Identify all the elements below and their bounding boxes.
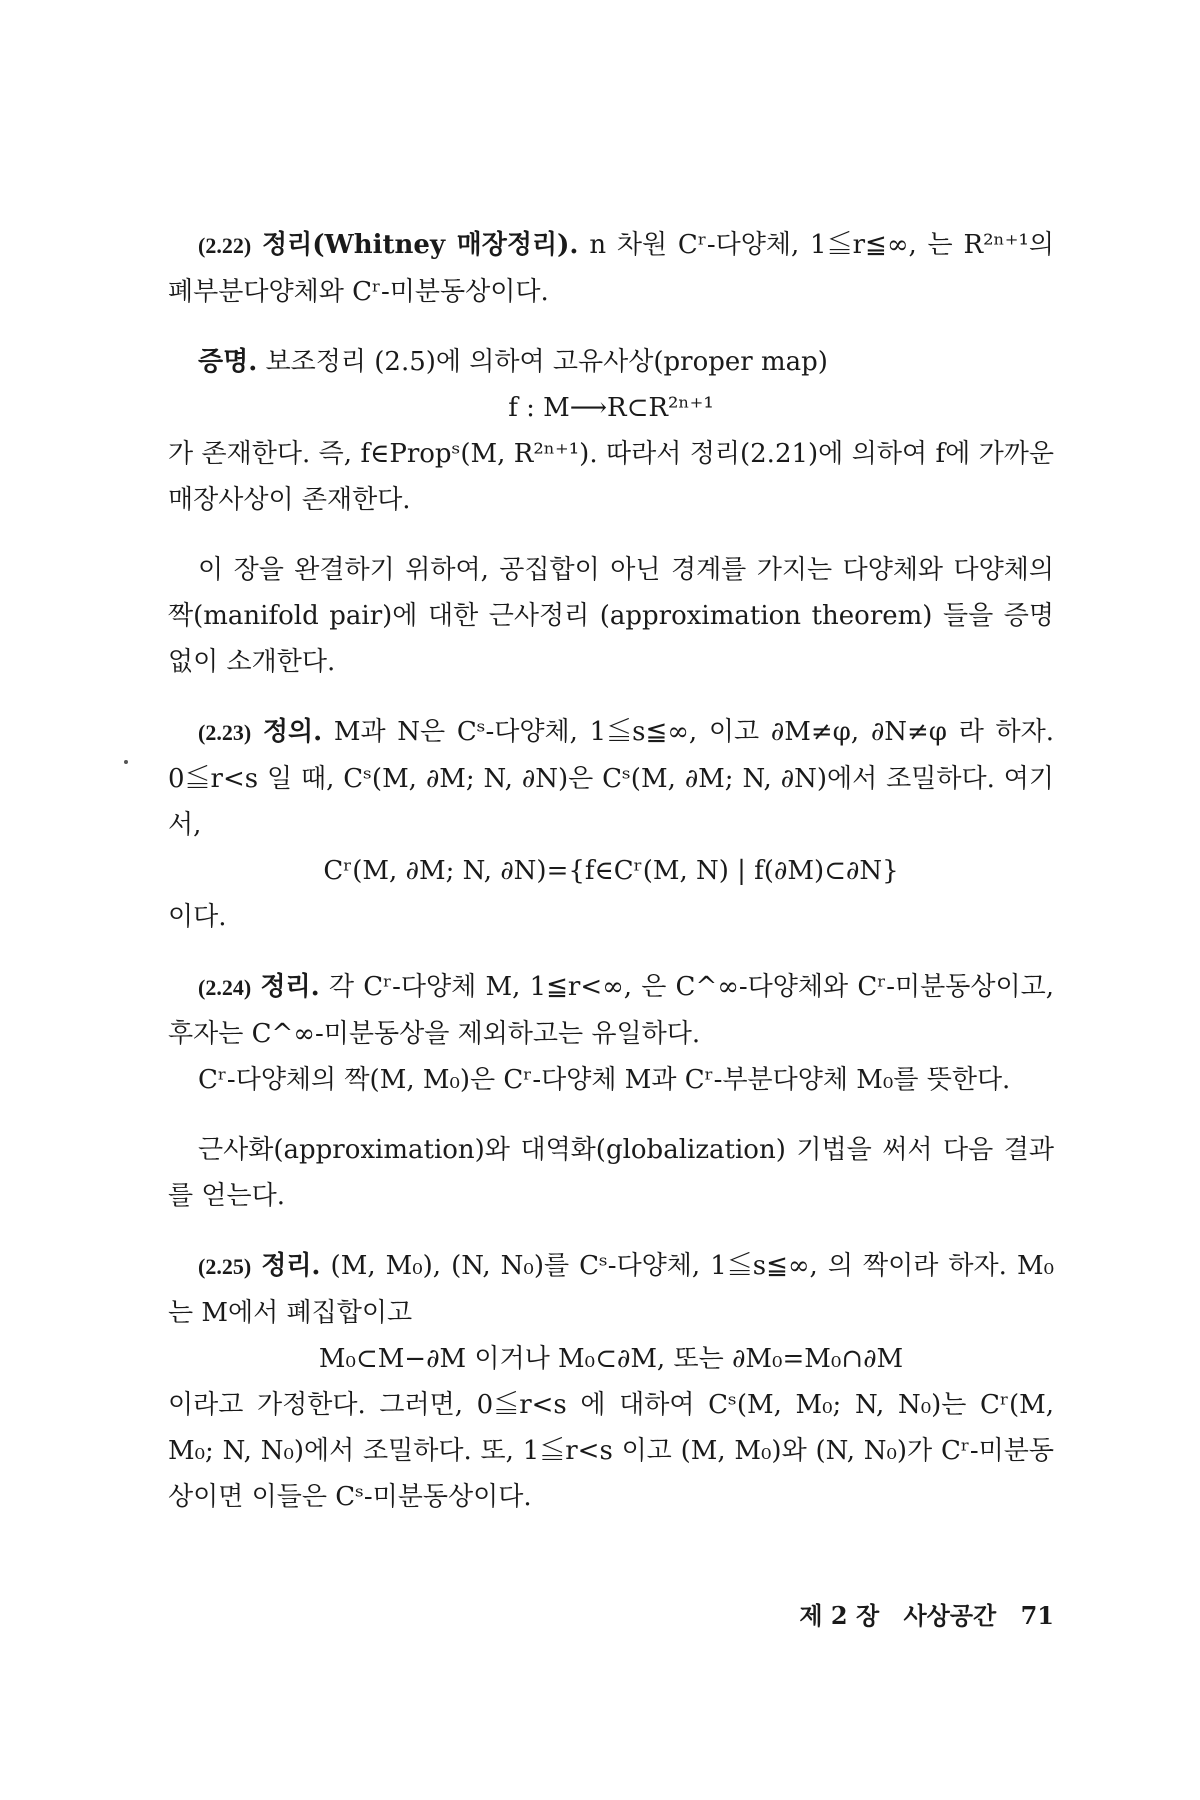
definition-2-23 xyxy=(168,709,1054,848)
theorem-2-22 xyxy=(168,222,1054,315)
theorem-text: n 차원 Cʳ-다양체, 1≦r≦∞, 는 R²ⁿ⁺¹의 폐부분다양체와 Cʳ-미분동상이다. xyxy=(168,230,1054,307)
theorem-2-24 xyxy=(168,964,1054,1057)
proof-label: 증명. xyxy=(198,347,258,377)
proof-conclusion: 가 존재한다. 즉, f∈Propˢ(M, R²ⁿ⁺¹). 따라서 정리(2.21)에 의하여 f에 가까운 매장사상이 존재한다. xyxy=(168,439,1054,515)
method-paragraph: 근사화(approximation)와 대역화(globalization) 기법을 써서 다음 결과를 얻는다. xyxy=(168,1135,1054,1211)
definition-conclusion: 이다. xyxy=(168,902,227,932)
definition-text: M과 N은 Cˢ-다양체, 1≦s≦∞, 이고 ∂M≠φ, ∂N≠φ 라 하자. 0≦r<s 일 때, Cˢ(M, ∂M; N, ∂N)은 Cˢ(M, ∂M; N, ∂N)에서 조밀하다. 여기서, xyxy=(168,717,1055,840)
theorem-heading: 정리(Whitney 매장정리). xyxy=(261,230,579,260)
theorem-number: (2.22) xyxy=(198,233,252,258)
definition-formula: Cʳ(M, ∂M; N, ∂N)={f∈Cʳ(M, N) | f(∂M)⊂∂N} xyxy=(323,856,899,886)
pair-paragraph: Cʳ-다양체의 짝(M, M₀)은 Cʳ-다양체 M과 Cʳ-부분다양체 M₀를 뜻한다. xyxy=(198,1065,1011,1095)
theorem-number: (2.24) xyxy=(198,975,252,1000)
theorem-formula: M₀⊂M−∂M 이거나 M₀⊂∂M, 또는 ∂M₀=M₀∩∂M xyxy=(318,1344,904,1374)
page-footer xyxy=(783,1596,1054,1631)
theorem-text: 각 Cʳ-다양체 M, 1≦r<∞, 은 C^∞-다양체와 Cʳ-미분동상이고, 후자는 C^∞-미분동상을 제외하고는 유일하다. xyxy=(168,972,1055,1049)
proof xyxy=(168,339,1054,385)
intro-paragraph: 이 장을 완결하기 위하여, 공집합이 아닌 경계를 가지는 다양체와 다양체의 짝(manifold pair)에 대한 근사정리 (approximation theorem) 들을 증명없이 소개한다. xyxy=(168,555,1054,677)
definition-heading: 정의. xyxy=(262,717,323,747)
definition-number: (2.23) xyxy=(198,720,252,745)
theorem-heading: 정리. xyxy=(261,1251,321,1281)
theorem-conclusion: 이라고 가정한다. 그러면, 0≦r<s 에 대하여 Cˢ(M, M₀; N, N₀)는 Cʳ(M, M₀; N, N₀)에서 조밀하다. 또, 1≦r<s 이고 (M, M₀)와 (N, N₀)가 Cʳ-미분동상이면 이들은 Cˢ-미분동상이다. xyxy=(168,1390,1054,1512)
page-number: 71 xyxy=(1020,1601,1054,1630)
proof-formula: f : M⟶R⊂R²ⁿ⁺¹ xyxy=(508,393,714,423)
theorem-number: (2.25) xyxy=(198,1254,252,1279)
proof-text: 보조정리 (2.5)에 의하여 고유사상(proper map) xyxy=(265,347,828,377)
theorem-heading: 정리. xyxy=(260,972,320,1002)
footer-title: 사상공간 xyxy=(903,1601,997,1630)
footer-chapter: 제 2 장 xyxy=(799,1601,880,1630)
theorem-2-25 xyxy=(168,1243,1054,1336)
margin-speck xyxy=(124,760,128,764)
theorem-text: (M, M₀), (N, N₀)를 Cˢ-다양체, 1≦s≦∞, 의 짝이라 하자. M₀는 M에서 폐집합이고 xyxy=(168,1251,1054,1328)
page-content xyxy=(168,222,1054,1520)
